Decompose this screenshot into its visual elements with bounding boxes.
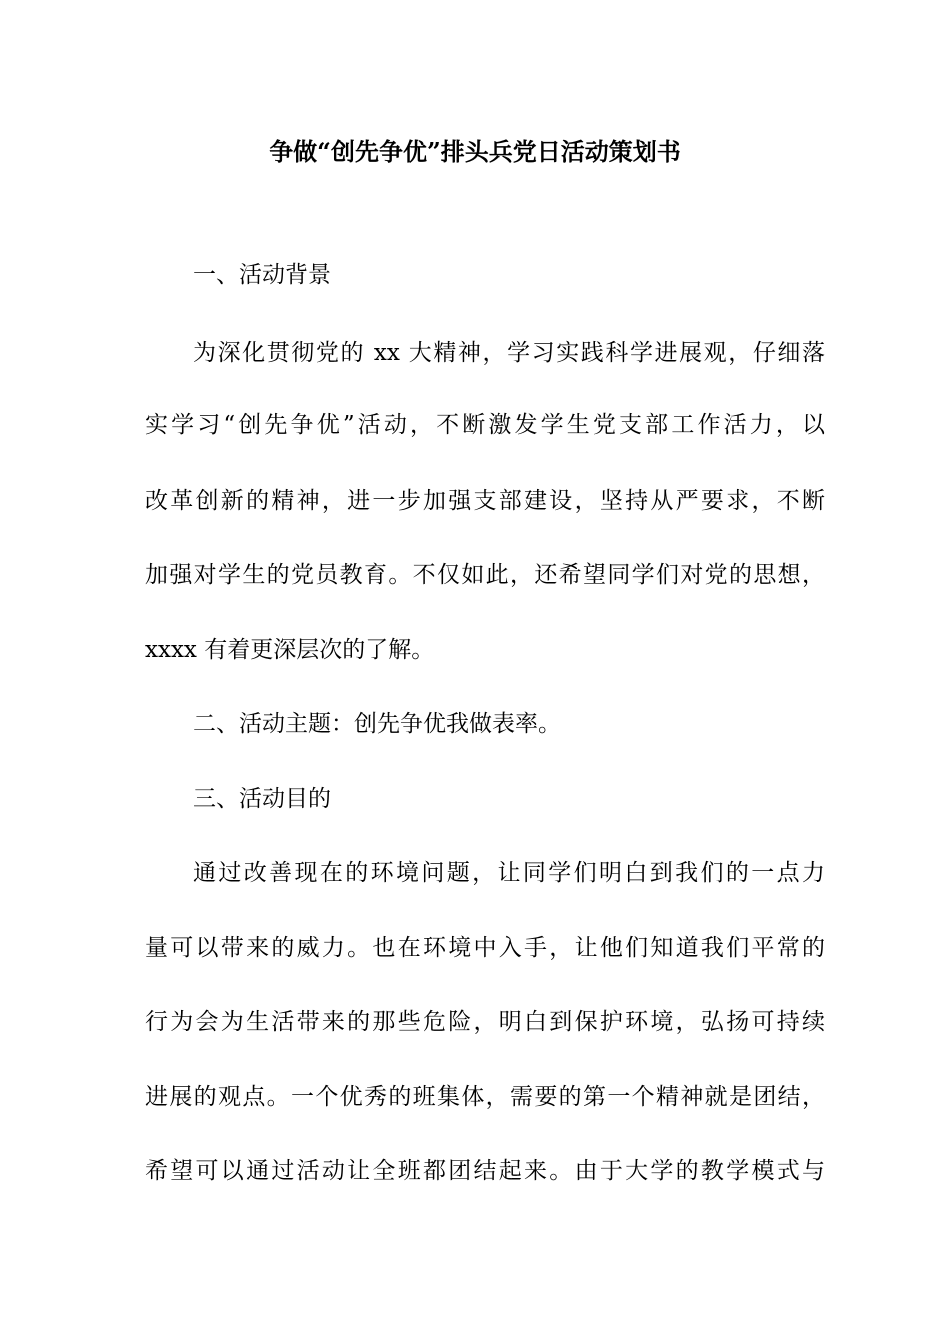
paragraph-line: 实学习“创先争优”活动，不断激发学生党支部工作活力，以 <box>145 412 825 438</box>
paragraph-line: 希望可以通过活动让全班都团结起来。由于大学的教学模式与 <box>145 1158 825 1184</box>
paragraph-line: 行为会为生活带来的那些危险，明白到保护环境，弘扬可持续 <box>145 1009 825 1035</box>
section-heading-theme: 二、活动主题：创先争优我做表率。 <box>193 711 561 737</box>
paragraph-line: 通过改善现在的环境问题，让同学们明白到我们的一点力 <box>193 860 825 886</box>
paragraph-line: 量可以带来的威力。也在环境中入手，让他们知道我们平常的 <box>145 935 825 961</box>
section-heading-background: 一、活动背景 <box>193 262 331 288</box>
paragraph-line: 加强对学生的党员教育。不仅如此，还希望同学们对党的思想， <box>145 562 825 588</box>
paragraph-line: xxxx 有着更深层次的了解。 <box>145 637 435 663</box>
paragraph-line: 进展的观点。一个优秀的班集体，需要的第一个精神就是团结， <box>145 1084 825 1110</box>
document-title: 争做“创先争优”排头兵党日活动策划书 <box>269 137 681 166</box>
paragraph-line: 改革创新的精神，进一步加强支部建设，坚持从严要求，不断 <box>145 488 825 514</box>
paragraph-line: 为深化贯彻党的 xx 大精神，学习实践科学进展观，仔细落 <box>193 340 825 366</box>
section-heading-purpose: 三、活动目的 <box>193 786 331 812</box>
